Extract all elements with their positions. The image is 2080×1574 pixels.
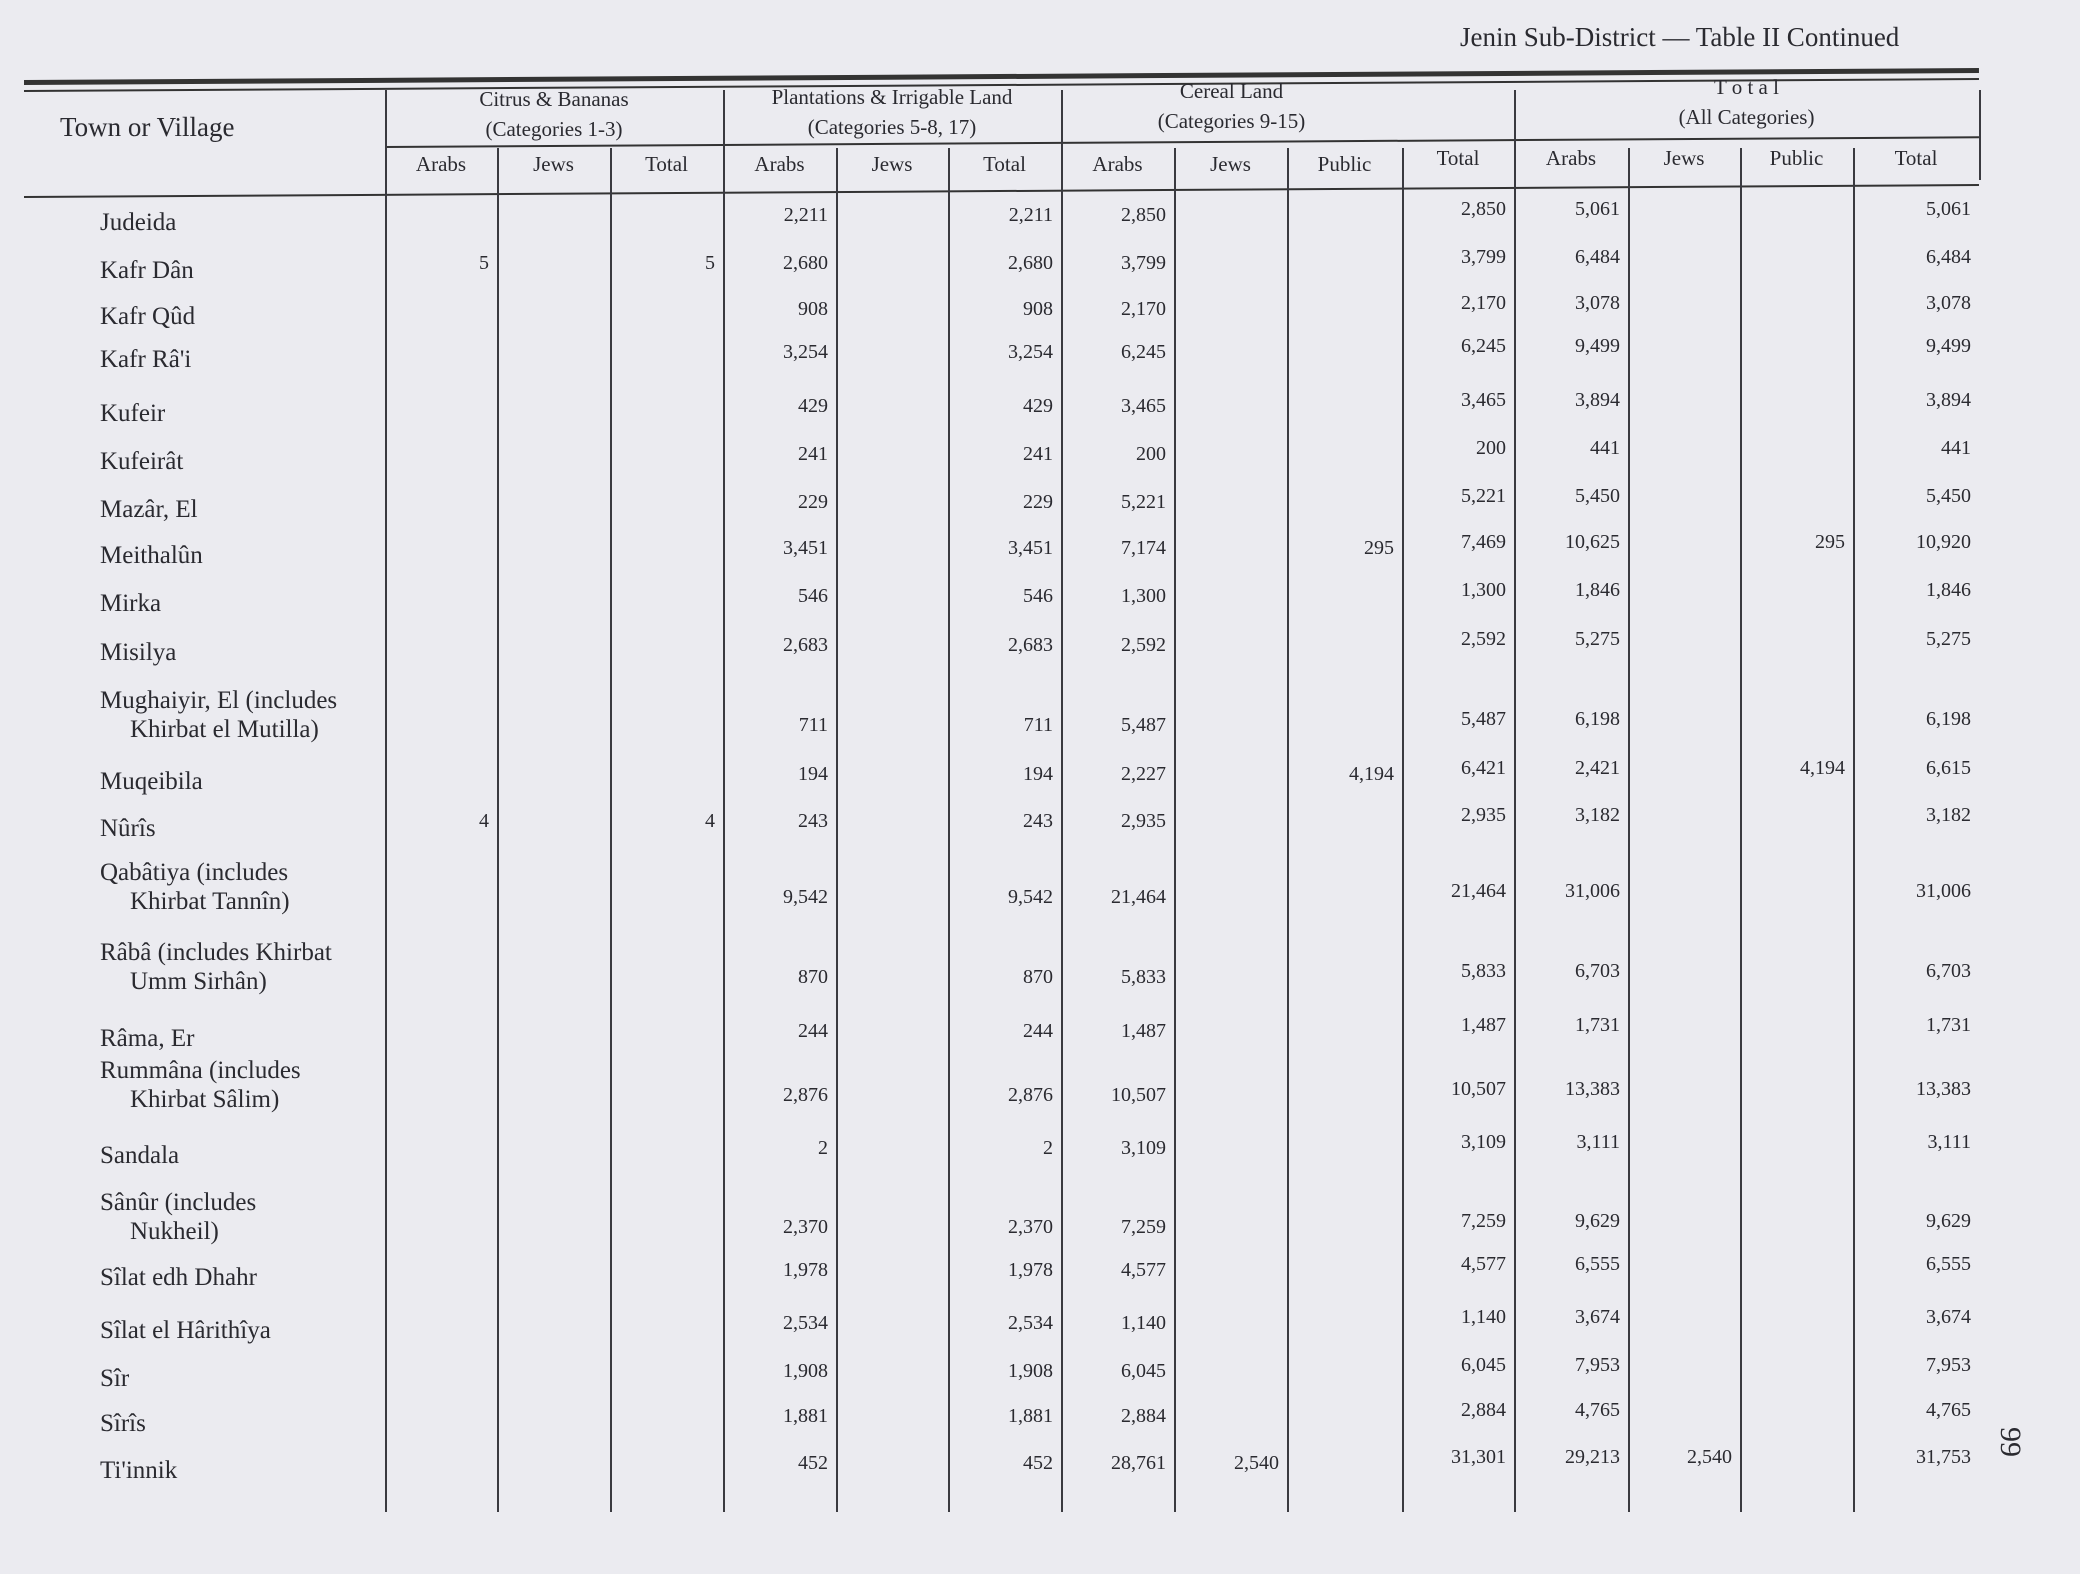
cell-value: 3,674 — [1926, 1305, 1971, 1328]
cell-value: 7,953 — [1575, 1353, 1620, 1376]
cell-value: 870 — [798, 965, 828, 988]
cell-value: 3,894 — [1575, 389, 1620, 412]
column-divider — [1628, 148, 1630, 1512]
town-name — [100, 208, 176, 237]
town-name-line: Nûrîs — [100, 815, 156, 843]
cell-value: 29,213 — [1565, 1446, 1620, 1469]
town-name-line: Râbâ (includes Khirbat — [100, 938, 332, 966]
group-header-cereal — [1061, 76, 1402, 136]
cell-value: 452 — [798, 1452, 828, 1475]
town-name — [100, 256, 194, 285]
cell-value: 9,499 — [1926, 334, 1971, 357]
cell-value: 2,683 — [783, 634, 828, 656]
cell-value: 2,935 — [1461, 804, 1506, 827]
cell-value: 244 — [1023, 1020, 1053, 1043]
cell-value: 5,221 — [1121, 490, 1166, 513]
cell-value: 6,555 — [1575, 1252, 1620, 1275]
cell-value: 5,487 — [1461, 707, 1506, 730]
column-subheader: Arabs — [754, 152, 805, 176]
cell-value: 2 — [818, 1136, 828, 1159]
column-divider — [1174, 148, 1176, 1512]
column-subheader: Jews — [533, 152, 574, 176]
cell-value: 31,301 — [1451, 1446, 1506, 1469]
cell-value: 13,383 — [1565, 1077, 1620, 1100]
cell-value: 3,254 — [1008, 340, 1053, 363]
cell-value: 1,908 — [1008, 1359, 1053, 1382]
cell-value: 6,245 — [1121, 340, 1166, 363]
column-subheader: Arabs — [1092, 152, 1143, 176]
cell-value: 200 — [1136, 442, 1166, 465]
cell-value: 9,499 — [1575, 334, 1620, 357]
column-subheader: Public — [1317, 152, 1372, 176]
cell-value: 6,198 — [1575, 707, 1620, 730]
town-name-line: Kufeir — [100, 400, 166, 428]
cell-value: 1,140 — [1121, 1311, 1166, 1334]
cell-value: 2,170 — [1121, 298, 1166, 321]
cell-value: 1,300 — [1461, 578, 1506, 601]
cell-value: 3,451 — [1008, 537, 1053, 560]
cell-value: 243 — [798, 810, 828, 833]
group-header-plantations — [723, 82, 1061, 142]
cell-value: 6,045 — [1461, 1353, 1506, 1376]
town-name-line: Khirbat Tannîn) — [130, 888, 290, 916]
town-name — [100, 1188, 256, 1246]
cell-value: 3,254 — [783, 340, 828, 363]
cell-value: 2,876 — [783, 1083, 828, 1106]
cell-value: 1,140 — [1461, 1305, 1506, 1328]
town-name-line: Kufeirât — [100, 447, 184, 475]
cell-value: 4,765 — [1926, 1398, 1971, 1421]
town-name-line: Mirka — [100, 589, 162, 617]
cell-value: 2,680 — [1008, 251, 1053, 274]
cell-value: 7,469 — [1461, 531, 1506, 554]
cell-value: 452 — [1023, 1452, 1053, 1475]
cell-value: 6,245 — [1461, 334, 1506, 357]
group-label: Citrus & Bananas — [479, 87, 629, 111]
cell-value: 2,211 — [783, 204, 828, 227]
cell-value: 3,894 — [1926, 389, 1971, 412]
town-name — [100, 1263, 257, 1292]
town-name-line: Kafr Râ'i — [100, 345, 192, 373]
cell-value: 3,111 — [1927, 1130, 1971, 1153]
column-subheader: Total — [1894, 146, 1938, 170]
cell-value: 4,765 — [1575, 1398, 1620, 1421]
town-name — [100, 1364, 129, 1393]
cell-value: 441 — [1941, 436, 1971, 459]
cell-value: 2,683 — [1008, 634, 1053, 656]
cell-value: 4,577 — [1121, 1258, 1166, 1281]
town-name-line: Kafr Qûd — [100, 303, 196, 331]
cell-value: 4 — [705, 810, 715, 833]
cell-value: 4,194 — [1800, 756, 1845, 779]
cell-value: 2,884 — [1461, 1398, 1506, 1421]
town-name — [100, 1141, 179, 1170]
cell-value: 5,450 — [1926, 484, 1971, 507]
cell-value: 6,703 — [1926, 959, 1971, 982]
group-label: Cereal Land — [1179, 79, 1284, 103]
cell-value: 6,045 — [1121, 1359, 1166, 1382]
cell-value: 429 — [1023, 395, 1053, 418]
cell-value: 1,731 — [1926, 1014, 1971, 1037]
cell-value: 6,555 — [1926, 1252, 1971, 1275]
column-subheader: Total — [645, 152, 688, 176]
cell-value: 5,061 — [1575, 198, 1620, 221]
cell-value: 2,850 — [1121, 204, 1166, 227]
cell-value: 3,078 — [1926, 292, 1971, 315]
column-subheader: Jews — [1663, 146, 1705, 170]
cell-value: 21,464 — [1111, 886, 1166, 909]
town-name — [100, 589, 161, 618]
cell-value: 10,507 — [1451, 1077, 1506, 1100]
cell-value: 2,421 — [1575, 756, 1620, 779]
cell-value: 1,731 — [1575, 1014, 1620, 1037]
cell-value: 6,615 — [1926, 756, 1971, 779]
group-header-total — [1514, 72, 1979, 132]
column-subheader: Total — [983, 152, 1026, 176]
cell-value: 229 — [798, 490, 828, 513]
town-name — [100, 302, 195, 331]
cell-value: 295 — [1364, 537, 1394, 560]
cell-value: 1,908 — [783, 1359, 828, 1382]
column-header-town: Town or Village — [60, 112, 235, 142]
column-subheader: Jews — [1210, 152, 1251, 176]
town-name-line: Nukheil) — [130, 1218, 219, 1246]
cell-value: 3,465 — [1121, 395, 1166, 418]
cell-value: 21,464 — [1451, 880, 1506, 903]
town-name-line: Khirbat el Mutilla) — [130, 715, 319, 743]
cell-value: 2,540 — [1234, 1452, 1279, 1475]
cell-value: 2,370 — [783, 1216, 828, 1239]
cell-value: 31,006 — [1565, 880, 1620, 903]
cell-value: 3,799 — [1461, 245, 1506, 268]
cell-value: 2,211 — [1008, 204, 1053, 227]
town-name — [100, 447, 183, 476]
cell-value: 1,978 — [1008, 1258, 1053, 1281]
cell-value: 243 — [1023, 810, 1053, 833]
cell-value: 1,978 — [783, 1258, 828, 1281]
town-name — [100, 1456, 177, 1485]
cell-value: 2,850 — [1461, 198, 1506, 221]
cell-value: 5,450 — [1575, 484, 1620, 507]
cell-value: 3,451 — [783, 537, 828, 560]
group-sub: (All Categories) — [1678, 105, 1815, 129]
town-name-line: Rummâna (includes — [100, 1056, 301, 1084]
cell-value: 1,881 — [783, 1404, 828, 1427]
group-label: Plantations & Irrigable Land — [771, 85, 1013, 109]
town-name-line: Sîrîs — [100, 1409, 146, 1437]
town-name — [100, 1024, 194, 1053]
cell-value: 3,674 — [1575, 1305, 1620, 1328]
cell-value: 2 — [1043, 1136, 1053, 1159]
column-subheader: Total — [1436, 146, 1480, 170]
column-divider — [497, 148, 499, 1512]
town-name-line: Mazâr, El — [100, 495, 198, 523]
cell-value: 1,881 — [1008, 1404, 1053, 1427]
cell-value: 194 — [1023, 762, 1053, 785]
town-name — [100, 686, 337, 744]
cell-value: 5,487 — [1121, 713, 1166, 736]
cell-value: 244 — [798, 1020, 828, 1043]
cell-value: 229 — [1023, 490, 1053, 513]
group-header-citrus — [385, 84, 723, 144]
cell-value: 3,109 — [1461, 1130, 1506, 1153]
cell-value: 711 — [1023, 713, 1053, 736]
cell-value: 2,227 — [1121, 762, 1166, 785]
cell-value: 9,542 — [783, 886, 828, 909]
cell-value: 908 — [1023, 298, 1053, 321]
town-name — [100, 495, 198, 524]
cell-value: 31,753 — [1916, 1446, 1971, 1469]
town-name-line: Meithalûn — [100, 542, 203, 570]
town-name-line: Sîr — [100, 1364, 130, 1392]
cell-value: 2,370 — [1008, 1216, 1053, 1239]
cell-value: 295 — [1815, 531, 1845, 554]
cell-value: 2,680 — [783, 251, 828, 274]
cell-value: 194 — [798, 762, 828, 785]
town-name-line: Qabâtiya (includes — [100, 859, 289, 887]
town-name-line: Ti'innik — [100, 1457, 178, 1485]
cell-value: 200 — [1476, 436, 1506, 459]
column-divider — [1979, 90, 1981, 180]
column-subheader: Jews — [871, 152, 913, 176]
town-name — [100, 1409, 146, 1438]
cell-value: 7,953 — [1926, 1353, 1971, 1376]
town-name-line: Sandala — [100, 1141, 180, 1169]
cell-value: 429 — [798, 395, 828, 418]
column-subheader: Arabs — [415, 152, 467, 176]
cell-value: 10,507 — [1111, 1083, 1166, 1106]
cell-value: 10,920 — [1916, 531, 1971, 554]
column-divider — [1740, 148, 1742, 1512]
cell-value: 1,487 — [1461, 1014, 1506, 1037]
column-subheader: Arabs — [1545, 146, 1597, 170]
cell-value: 31,006 — [1916, 880, 1971, 903]
town-name-line: Khirbat Sâlim) — [130, 1085, 280, 1113]
cell-value: 4,194 — [1349, 762, 1394, 785]
cell-value: 5,833 — [1121, 965, 1166, 988]
cell-value: 9,542 — [1008, 886, 1053, 909]
cell-value: 241 — [798, 442, 828, 465]
cell-value: 4 — [479, 810, 489, 833]
cell-value: 2,935 — [1121, 810, 1166, 833]
cell-value: 6,484 — [1575, 245, 1620, 268]
cell-value: 10,625 — [1565, 531, 1620, 554]
page-title: Jenin Sub-District — Table II Continued — [1460, 22, 1900, 52]
column-divider — [836, 148, 838, 1512]
cell-value: 5,833 — [1461, 959, 1506, 982]
cell-value: 6,703 — [1575, 959, 1620, 982]
town-name-line: Sîlat el Hârithîya — [100, 1316, 271, 1344]
cell-value: 5,221 — [1461, 484, 1506, 507]
group-sub: (Categories 5-8, 17) — [807, 115, 977, 139]
cell-value: 7,259 — [1121, 1216, 1166, 1239]
cell-value: 5 — [705, 251, 715, 274]
town-name — [100, 814, 156, 843]
cell-value: 6,198 — [1926, 707, 1971, 730]
town-name — [100, 1056, 301, 1114]
cell-value: 5,275 — [1926, 628, 1971, 650]
cell-value: 241 — [1023, 442, 1053, 465]
cell-value: 711 — [798, 713, 828, 736]
cell-value: 7,259 — [1461, 1210, 1506, 1233]
header-bottom-rule — [24, 184, 1979, 198]
cell-value: 3,182 — [1926, 804, 1971, 827]
cell-value: 28,761 — [1111, 1452, 1166, 1475]
cell-value: 2,540 — [1687, 1446, 1732, 1469]
town-name — [100, 858, 290, 916]
cell-value: 6,421 — [1461, 756, 1506, 779]
cell-value: 2,170 — [1461, 292, 1506, 315]
town-name-line: Râma, Er — [100, 1025, 195, 1053]
cell-value: 870 — [1023, 965, 1053, 988]
cell-value: 2,876 — [1008, 1083, 1053, 1106]
column-subheader: Public — [1769, 146, 1824, 170]
town-name-line: Misilya — [100, 639, 177, 666]
group-label: T o t a l — [1714, 75, 1779, 99]
cell-value: 5 — [479, 251, 489, 274]
town-name-line: Judeida — [100, 209, 177, 237]
cell-value: 3,109 — [1121, 1136, 1166, 1159]
cell-value: 9,629 — [1926, 1210, 1971, 1233]
town-name-line: Mughaiyir, El (includes — [100, 686, 338, 714]
cell-value: 2,534 — [783, 1311, 828, 1334]
cell-value: 1,846 — [1575, 578, 1620, 601]
town-name — [100, 938, 332, 996]
cell-value: 2,592 — [1461, 628, 1506, 650]
page-number: 99 — [1994, 1427, 2027, 1457]
group-sub: (Categories 1-3) — [485, 117, 623, 141]
cell-value: 9,629 — [1575, 1210, 1620, 1233]
group-sub: (Categories 9-15) — [1157, 109, 1306, 133]
column-divider — [385, 90, 387, 1512]
cell-value: 2,592 — [1121, 634, 1166, 656]
cell-value: 546 — [798, 584, 828, 607]
cell-value: 3,111 — [1576, 1130, 1620, 1153]
column-divider — [1287, 148, 1289, 1512]
cell-value: 441 — [1590, 436, 1620, 459]
town-name-line: Sânûr (includes — [100, 1189, 257, 1217]
town-name — [100, 345, 191, 374]
cell-value: 908 — [798, 298, 828, 321]
cell-value: 4,577 — [1461, 1252, 1506, 1275]
town-name — [100, 1316, 271, 1345]
town-name — [100, 638, 176, 667]
town-name — [100, 767, 203, 796]
town-name-line: Muqeibila — [100, 767, 203, 795]
cell-value: 5,061 — [1926, 198, 1971, 221]
cell-value: 5,275 — [1575, 628, 1620, 650]
cell-value: 3,465 — [1461, 389, 1506, 412]
cell-value: 6,484 — [1926, 245, 1971, 268]
cell-value: 3,799 — [1121, 251, 1166, 274]
cell-value: 3,078 — [1575, 292, 1620, 315]
cell-value: 546 — [1023, 584, 1053, 607]
cell-value: 1,846 — [1926, 578, 1971, 601]
cell-value: 3,182 — [1575, 804, 1620, 827]
cell-value: 2,884 — [1121, 1404, 1166, 1427]
town-name-line: Sîlat edh Dhahr — [100, 1263, 257, 1291]
town-name — [100, 541, 203, 570]
town-name-line: Kafr Dân — [100, 256, 194, 284]
cell-value: 1,300 — [1121, 584, 1166, 607]
cell-value: 2,534 — [1008, 1311, 1053, 1334]
cell-value: 1,487 — [1121, 1020, 1166, 1043]
town-name — [100, 399, 165, 428]
cell-value: 7,174 — [1121, 537, 1166, 560]
town-name-line: Umm Sirhân) — [130, 967, 267, 995]
cell-value: 13,383 — [1916, 1077, 1971, 1100]
